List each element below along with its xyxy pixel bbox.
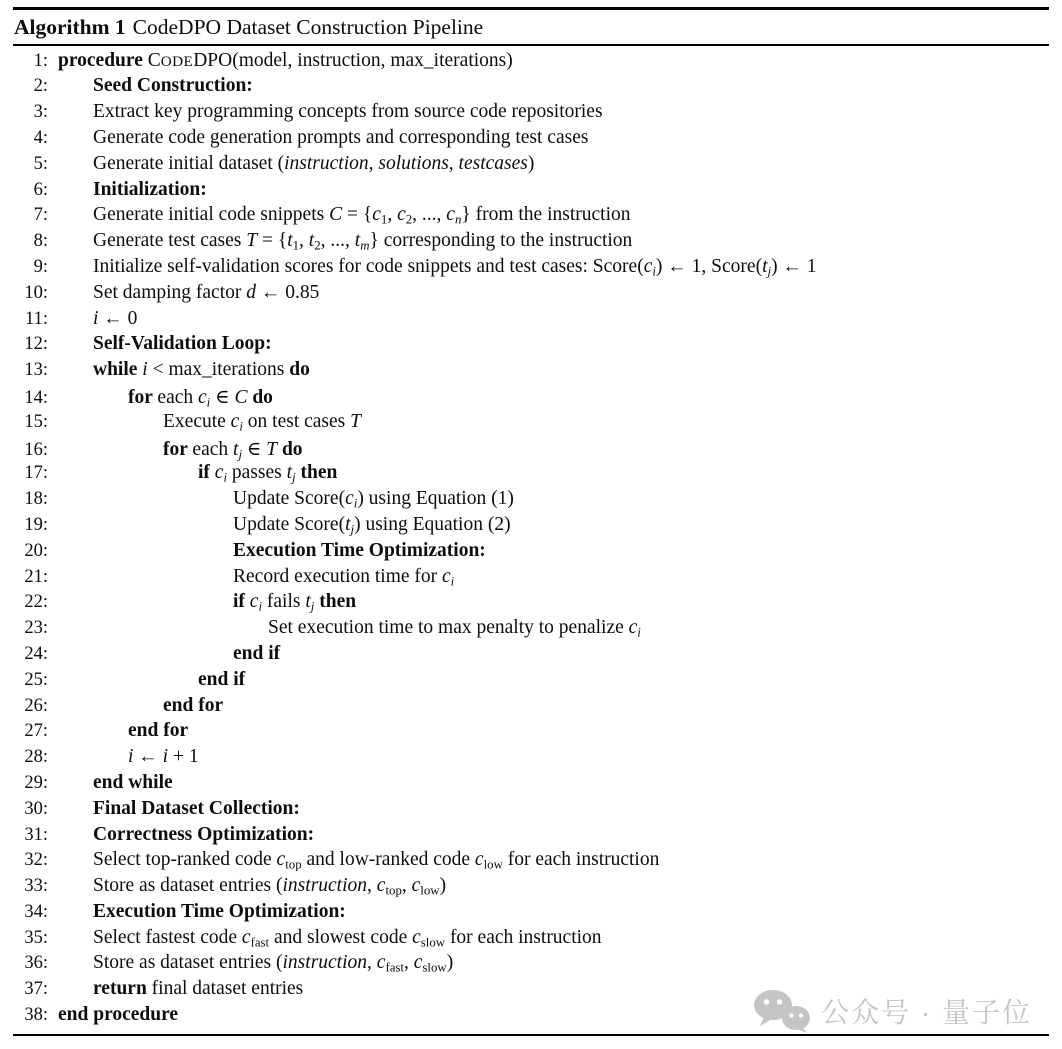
line-number: 19: [24, 514, 48, 535]
text-segment: Update Score( [233, 488, 346, 510]
text-segment: c [376, 875, 386, 897]
text-segment: end if [198, 668, 246, 690]
text-segment: fast [250, 935, 270, 950]
line-number: 8: [33, 231, 48, 252]
line-content [58, 720, 188, 742]
algo-line [14, 230, 1062, 256]
line-content [58, 695, 223, 717]
text-segment: Generate test cases [93, 230, 247, 252]
line-content [58, 746, 199, 768]
text-segment: T [246, 230, 258, 252]
algo-line [14, 591, 1062, 617]
text-segment: c [474, 849, 484, 871]
line-number: 1: [33, 50, 48, 71]
line-number: 2: [33, 76, 48, 97]
text-segment: instruction [282, 875, 368, 897]
text-segment: n [454, 212, 462, 227]
text-segment: 2 [405, 212, 413, 227]
line-number: 22: [24, 592, 48, 613]
text-segment: d [246, 281, 256, 303]
text-segment: do [252, 386, 273, 408]
algo-line [14, 75, 1062, 101]
text-segment: Final Dataset Collection: [93, 797, 300, 819]
text-segment: top [285, 857, 302, 872]
line-number: 13: [24, 360, 48, 381]
text-segment: if [233, 591, 250, 613]
text-segment: c [230, 410, 240, 432]
line-content [58, 256, 817, 278]
text-segment: do [289, 359, 310, 381]
text-segment: t [354, 230, 361, 252]
algo-line [14, 901, 1062, 927]
watermark-text: 公众号 · 量子位 [821, 997, 1032, 1028]
text-segment: t [233, 438, 239, 460]
text-segment: i [652, 264, 656, 279]
algo-line [14, 669, 1062, 695]
line-content [58, 308, 137, 330]
algo-line [14, 875, 1062, 901]
text-segment: , [367, 875, 377, 897]
line-content [58, 643, 280, 665]
text-segment: fails [262, 591, 306, 613]
line-number: 18: [24, 489, 48, 510]
line-content [58, 849, 659, 871]
line-content [58, 75, 253, 97]
text-segment: then [319, 591, 357, 613]
text-segment: return [93, 978, 152, 1000]
line-content [58, 359, 310, 381]
line-number: 12: [24, 334, 48, 355]
line-content [58, 798, 300, 820]
algo-line [14, 488, 1062, 514]
algo-line [14, 127, 1062, 153]
algo-line [14, 385, 1062, 411]
text-segment: T [266, 438, 278, 460]
line-content [58, 333, 272, 355]
line-content [58, 824, 314, 846]
line-number: 20: [24, 540, 48, 561]
text-segment: end for [163, 694, 224, 716]
text-segment: ) ← 1, Score( [655, 255, 763, 277]
text-segment: c [643, 255, 653, 277]
text-segment: t [762, 255, 768, 277]
text-segment: instruction, solutions, testcases [284, 152, 528, 174]
text-segment: while [93, 359, 143, 381]
text-segment: final dataset entries [151, 978, 304, 1000]
algorithm-label: Algorithm 1 [14, 15, 126, 39]
line-number: 6: [33, 179, 48, 200]
algo-line [14, 695, 1062, 721]
line-content [58, 488, 514, 510]
algo-line [14, 282, 1062, 308]
text-segment: , ..., [320, 230, 355, 252]
line-number: 16: [24, 439, 48, 460]
line-number: 4: [33, 127, 48, 148]
text-segment: c [397, 204, 406, 226]
line-number: 27: [24, 721, 48, 742]
line-content [58, 153, 534, 175]
line-number: 34: [24, 901, 48, 922]
text-segment: C [329, 204, 343, 226]
text-segment: ← 0.85 [256, 281, 320, 303]
line-number: 7: [33, 205, 48, 226]
text-segment: 1 [292, 238, 300, 253]
text-segment: i [206, 395, 211, 410]
text-segment: i [239, 419, 243, 434]
text-segment: j [310, 599, 315, 614]
text-segment: low [420, 883, 440, 898]
line-number: 33: [24, 876, 48, 897]
text-segment: Select top-ranked code [93, 849, 277, 871]
algo-line [14, 153, 1062, 179]
algo-line [14, 617, 1062, 643]
algo-line [14, 566, 1062, 592]
line-number: 21: [24, 566, 48, 587]
algo-line [14, 462, 1062, 488]
line-number: 9: [33, 256, 48, 277]
line-content [58, 875, 446, 897]
text-segment: C [147, 49, 161, 71]
line-content [58, 179, 207, 201]
algo-line [14, 927, 1062, 953]
line-content [58, 462, 337, 484]
text-segment: Execution Time Optimization: [93, 900, 346, 922]
line-content [58, 230, 632, 252]
line-number: 36: [24, 953, 48, 974]
text-segment: Set execution time to max penalty to penalize [268, 617, 629, 639]
text-segment: procedure [58, 49, 148, 71]
bottom-rule [13, 1034, 1049, 1036]
text-segment: for each instruction [502, 849, 660, 871]
algo-line [14, 643, 1062, 669]
algo-line [14, 308, 1062, 334]
algorithm-title [0, 10, 1062, 44]
text-segment: top [385, 883, 402, 898]
text-segment: c [214, 462, 224, 484]
text-segment: , ..., [412, 204, 447, 226]
text-segment: each [192, 438, 234, 460]
text-segment: for [163, 438, 193, 460]
text-segment: c [446, 204, 455, 226]
line-content [58, 901, 346, 923]
text-segment: end while [93, 771, 173, 793]
text-segment: t [308, 230, 315, 252]
text-segment: 1 [380, 212, 388, 227]
text-segment: DPO(model, instruction, max_iterations) [193, 49, 513, 71]
line-number: 23: [24, 618, 48, 639]
text-segment: c [628, 617, 638, 639]
line-content [58, 591, 356, 613]
text-segment: i [93, 307, 99, 329]
text-segment: Record execution time for [233, 565, 443, 587]
line-content [58, 566, 454, 588]
text-segment: fast [385, 961, 405, 976]
algo-line [14, 746, 1062, 772]
text-segment: = { [342, 204, 373, 226]
text-segment: i [637, 625, 641, 640]
text-segment: c [345, 488, 354, 510]
line-content [58, 101, 603, 123]
text-segment: + 1 [168, 746, 199, 768]
text-segment: ) using Equation (1) [357, 488, 514, 510]
line-number: 15: [24, 411, 48, 432]
text-segment: ) [446, 952, 454, 974]
line-number: 38: [24, 1005, 48, 1026]
line-content [58, 437, 303, 461]
text-segment: ) ← 1 [771, 255, 817, 277]
text-segment: < max_iterations [147, 359, 290, 381]
text-segment: ← 0 [98, 307, 138, 329]
algo-line [14, 720, 1062, 746]
text-segment: Generate code generation prompts and corresponding test cases [93, 126, 589, 148]
line-content [58, 952, 453, 974]
algo-line [14, 101, 1062, 127]
text-segment: instruction [282, 952, 368, 974]
text-segment: ← [133, 746, 163, 768]
algo-line [14, 798, 1062, 824]
text-segment: c [241, 926, 251, 948]
text-segment: c [372, 204, 381, 226]
line-content [58, 772, 173, 794]
line-number: 35: [24, 927, 48, 948]
line-content [58, 411, 361, 433]
text-segment: , [299, 230, 309, 252]
line-content [58, 204, 631, 226]
line-number: 30: [24, 798, 48, 819]
line-number: 32: [24, 850, 48, 871]
line-content [58, 282, 319, 304]
algo-line [14, 179, 1062, 205]
text-segment: Self-Validation Loop: [93, 333, 272, 355]
algo-line [14, 952, 1062, 978]
text-segment: Execution Time Optimization: [233, 539, 486, 561]
text-segment: end procedure [58, 1004, 179, 1026]
algo-line [14, 514, 1062, 540]
text-segment: j [767, 264, 772, 279]
text-segment: c [413, 952, 423, 974]
text-segment: Select fastest code [93, 926, 242, 948]
text-segment: Store as dataset entries ( [93, 875, 283, 897]
text-segment: c [376, 952, 386, 974]
text-segment: for [128, 386, 158, 408]
algo-line [14, 204, 1062, 230]
text-segment: ) using Equation (2) [354, 513, 511, 535]
text-segment: low [483, 857, 503, 872]
text-segment: for each instruction [445, 926, 602, 948]
text-segment: j [238, 447, 243, 462]
text-segment: then [300, 462, 338, 484]
line-number: 26: [24, 695, 48, 716]
algo-line [14, 772, 1062, 798]
text-segment: j [292, 470, 296, 485]
algo-line [14, 50, 1062, 76]
text-segment: } from the instruction [461, 204, 631, 226]
text-segment: slow [422, 961, 447, 976]
text-segment: j [350, 522, 355, 537]
line-number: 29: [24, 772, 48, 793]
text-segment: Generate initial code snippets [93, 204, 330, 226]
line-number: 14: [24, 387, 48, 408]
line-content [58, 978, 303, 1000]
algorithm-name: CodeDPO Dataset Construction Pipeline [132, 15, 484, 39]
line-number: 11: [25, 308, 48, 329]
text-segment: Set damping factor [93, 281, 247, 303]
algo-line [14, 540, 1062, 566]
text-segment: Generate initial dataset ( [93, 152, 285, 174]
text-segment: c [249, 591, 259, 613]
text-segment: ) [527, 152, 535, 174]
text-segment: t [345, 513, 351, 535]
line-number: 31: [24, 824, 48, 845]
algo-line [14, 333, 1062, 359]
text-segment: 2 [314, 238, 321, 253]
text-segment: and low-ranked code [301, 849, 475, 871]
text-segment: t [305, 591, 311, 613]
line-content [58, 540, 486, 562]
line-content [58, 617, 641, 639]
text-segment: do [281, 438, 303, 460]
text-segment: each [157, 386, 199, 408]
line-content [58, 127, 588, 149]
text-segment: ODE [160, 52, 194, 70]
text-segment: Initialization: [93, 178, 207, 200]
text-segment: on test cases [242, 410, 351, 432]
algo-line [14, 411, 1062, 437]
algo-line [14, 849, 1062, 875]
text-segment: i [128, 746, 134, 768]
text-segment: i [162, 746, 169, 768]
text-segment: Seed Construction: [93, 75, 253, 97]
text-segment: T [350, 410, 361, 432]
text-segment: Initialize self-validation scores for code snippets and test cases: Score( [93, 255, 644, 277]
text-segment: ∈ [242, 438, 267, 460]
text-segment: } corresponding to the instruction [369, 230, 633, 252]
line-content [58, 385, 273, 409]
text-segment: Correctness Optimization: [93, 823, 315, 845]
line-number: 24: [24, 643, 48, 664]
text-segment: slow [420, 935, 446, 950]
line-number: 10: [24, 282, 48, 303]
text-segment: end if [233, 642, 281, 664]
line-content [58, 669, 245, 691]
text-segment: c [411, 875, 421, 897]
text-segment: = { [257, 230, 288, 252]
text-segment: i [223, 470, 228, 485]
line-number: 25: [24, 669, 48, 690]
text-segment: Extract key programming concepts from source code repositories [93, 101, 603, 123]
text-segment: , [404, 952, 414, 974]
wechat-icon [753, 989, 811, 1033]
line-number: 5: [33, 153, 48, 174]
algo-line [14, 359, 1062, 385]
text-segment: , [387, 204, 398, 226]
text-segment: i [450, 574, 455, 589]
text-segment: c [198, 386, 207, 408]
text-segment: Store as dataset entries ( [93, 952, 283, 974]
text-segment: i [142, 359, 148, 381]
line-content [58, 50, 513, 72]
text-segment: if [198, 462, 215, 484]
line-content [58, 514, 511, 536]
text-segment: t [286, 462, 293, 484]
line-number: 28: [24, 747, 48, 768]
line-content [58, 1004, 178, 1026]
watermark [753, 989, 1032, 1033]
text-segment: end for [128, 720, 189, 742]
text-segment: t [287, 230, 293, 252]
text-segment: i [258, 599, 263, 614]
text-segment: passes [227, 462, 287, 484]
algorithm-body [0, 46, 1062, 1030]
text-segment: Execute [163, 410, 231, 432]
text-segment: ) [439, 875, 447, 897]
text-segment: ∈ [210, 386, 235, 408]
line-number: 37: [24, 979, 48, 1000]
text-segment: m [360, 238, 370, 253]
text-segment: c [412, 926, 421, 948]
text-segment: c [276, 849, 286, 871]
line-number: 17: [24, 463, 48, 484]
algo-line [14, 437, 1062, 463]
algo-line [14, 256, 1062, 282]
text-segment: , [401, 875, 412, 897]
line-number: 3: [33, 102, 48, 123]
text-segment: Update Score( [233, 513, 346, 535]
text-segment: and slowest code [269, 926, 413, 948]
algo-line [14, 824, 1062, 850]
text-segment: C [234, 386, 248, 408]
text-segment: , [367, 952, 377, 974]
line-content [58, 927, 602, 949]
text-segment: c [442, 565, 451, 587]
text-segment: i [353, 496, 358, 511]
